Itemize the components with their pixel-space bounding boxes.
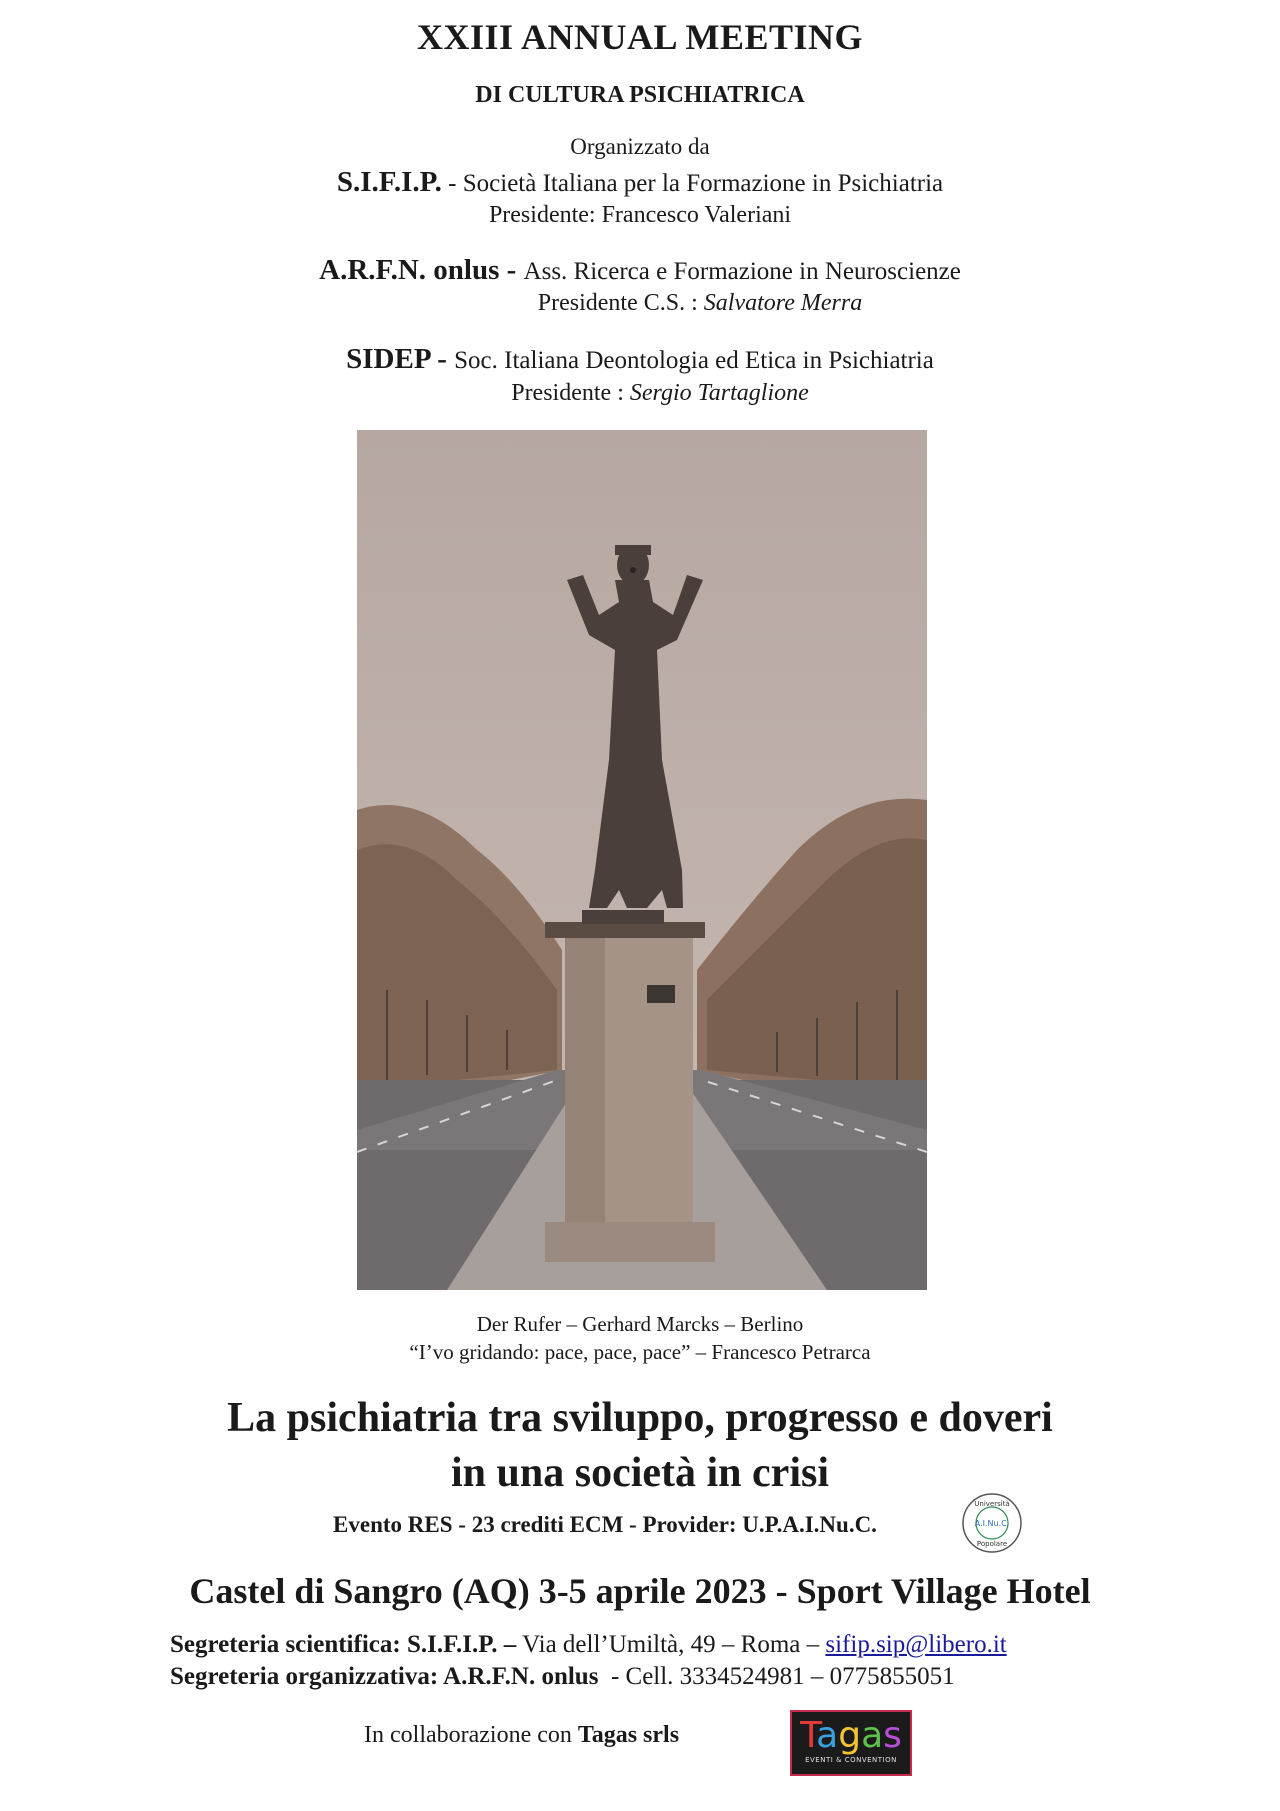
president-name: Salvatore Merra — [703, 290, 863, 316]
president-label: Presidente: — [488, 202, 602, 228]
tagas-logo-letter: g — [838, 1715, 862, 1756]
meeting-title: XXIII ANNUAL MEETING — [416, 17, 864, 57]
president-label: Presidente C.S. : — [537, 290, 704, 316]
organizer-acronym: S.I.F.I.P. — [336, 166, 442, 198]
der-rufer-image — [357, 430, 927, 1290]
organizer-description: Soc. Italiana Deontologia ed Etica in Psichiatria — [454, 347, 934, 374]
tagas-logo — [790, 1710, 912, 1776]
scientific-secretariat — [170, 1631, 1007, 1659]
tagas-logo-word — [792, 1716, 910, 1756]
tagas-logo-letter: a — [861, 1715, 884, 1756]
collaboration-note — [364, 1722, 679, 1749]
tagas-logo-tagline: EVENTI & CONVENTION — [805, 1756, 897, 1764]
separator: - — [499, 254, 524, 286]
photo-caption-line2: “I’vo gridando: pace, pace, pace” – Francesco Petrarca — [409, 1340, 871, 1364]
event-title-line1: La psichiatria tra sviluppo, progresso e doveri — [227, 1395, 1053, 1441]
organizational-secretariat-label: Segreteria organizzativa: A.R.F.N. onlus — [170, 1663, 599, 1690]
organizer-acronym: SIDEP — [346, 343, 430, 375]
scientific-secretariat-address: Via dell’Umiltà, 49 – Roma – — [516, 1631, 826, 1658]
event-title-line2: in una società in crisi — [450, 1450, 830, 1496]
president-sidep — [0, 380, 1280, 407]
tagas-logo-letter: T — [800, 1715, 817, 1756]
collaboration-company: Tagas srls — [577, 1722, 680, 1748]
tagas-logo-letter: a — [816, 1715, 839, 1756]
separator: - — [429, 343, 455, 375]
meeting-subtitle: DI CULTURA PSICHIATRICA — [475, 82, 805, 108]
organizer-description: Ass. Ricerca e Formazione in Neuroscienze — [523, 258, 961, 285]
collaboration-prefix: In collaborazione con — [364, 1722, 578, 1748]
president-arfn — [0, 290, 1280, 317]
separator: - — [441, 170, 463, 197]
scientific-secretariat-label: Segreteria scientifica: S.I.F.I.P. – — [170, 1631, 517, 1658]
event-credits: Evento RES - 23 crediti ECM - Provider: U.P.A.I.Nu.C. — [333, 1512, 877, 1537]
badge-center-text: A.I.Nu.C. — [974, 1519, 1010, 1528]
organizational-secretariat-contacts: - Cell. 3334524981 – 0775855051 — [598, 1663, 955, 1690]
event-venue: Castel di Sangro (AQ) 3-5 aprile 2023 - Sport Village Hotel — [189, 1571, 1091, 1611]
scientific-secretariat-email-link[interactable]: sifip.sip@libero.it — [825, 1631, 1007, 1658]
statue-photo — [357, 430, 927, 1290]
organizer-sifip — [0, 166, 1280, 199]
organizer-description: Società Italiana per la Formazione in Psichiatria — [462, 170, 944, 197]
president-label: Presidente : — [511, 380, 630, 406]
organizational-secretariat — [170, 1663, 955, 1691]
president-name: Sergio Tartaglione — [629, 380, 809, 406]
president-sifip — [0, 202, 1280, 229]
photo-caption-line1: Der Rufer – Gerhard Marcks – Berlino — [476, 1312, 804, 1336]
organizer-arfn — [0, 254, 1280, 287]
organizer-sidep — [0, 343, 1280, 376]
president-name: Francesco Valeriani — [601, 202, 792, 228]
badge-top-text: Università — [974, 1500, 1010, 1508]
organized-by-label: Organizzato da — [570, 134, 710, 159]
organizer-acronym: A.R.F.N. onlus — [319, 254, 500, 286]
tagas-logo-letter: s — [883, 1715, 902, 1756]
badge-bottom-text: Popolare — [976, 1540, 1008, 1548]
ainuc-badge — [961, 1492, 1023, 1554]
